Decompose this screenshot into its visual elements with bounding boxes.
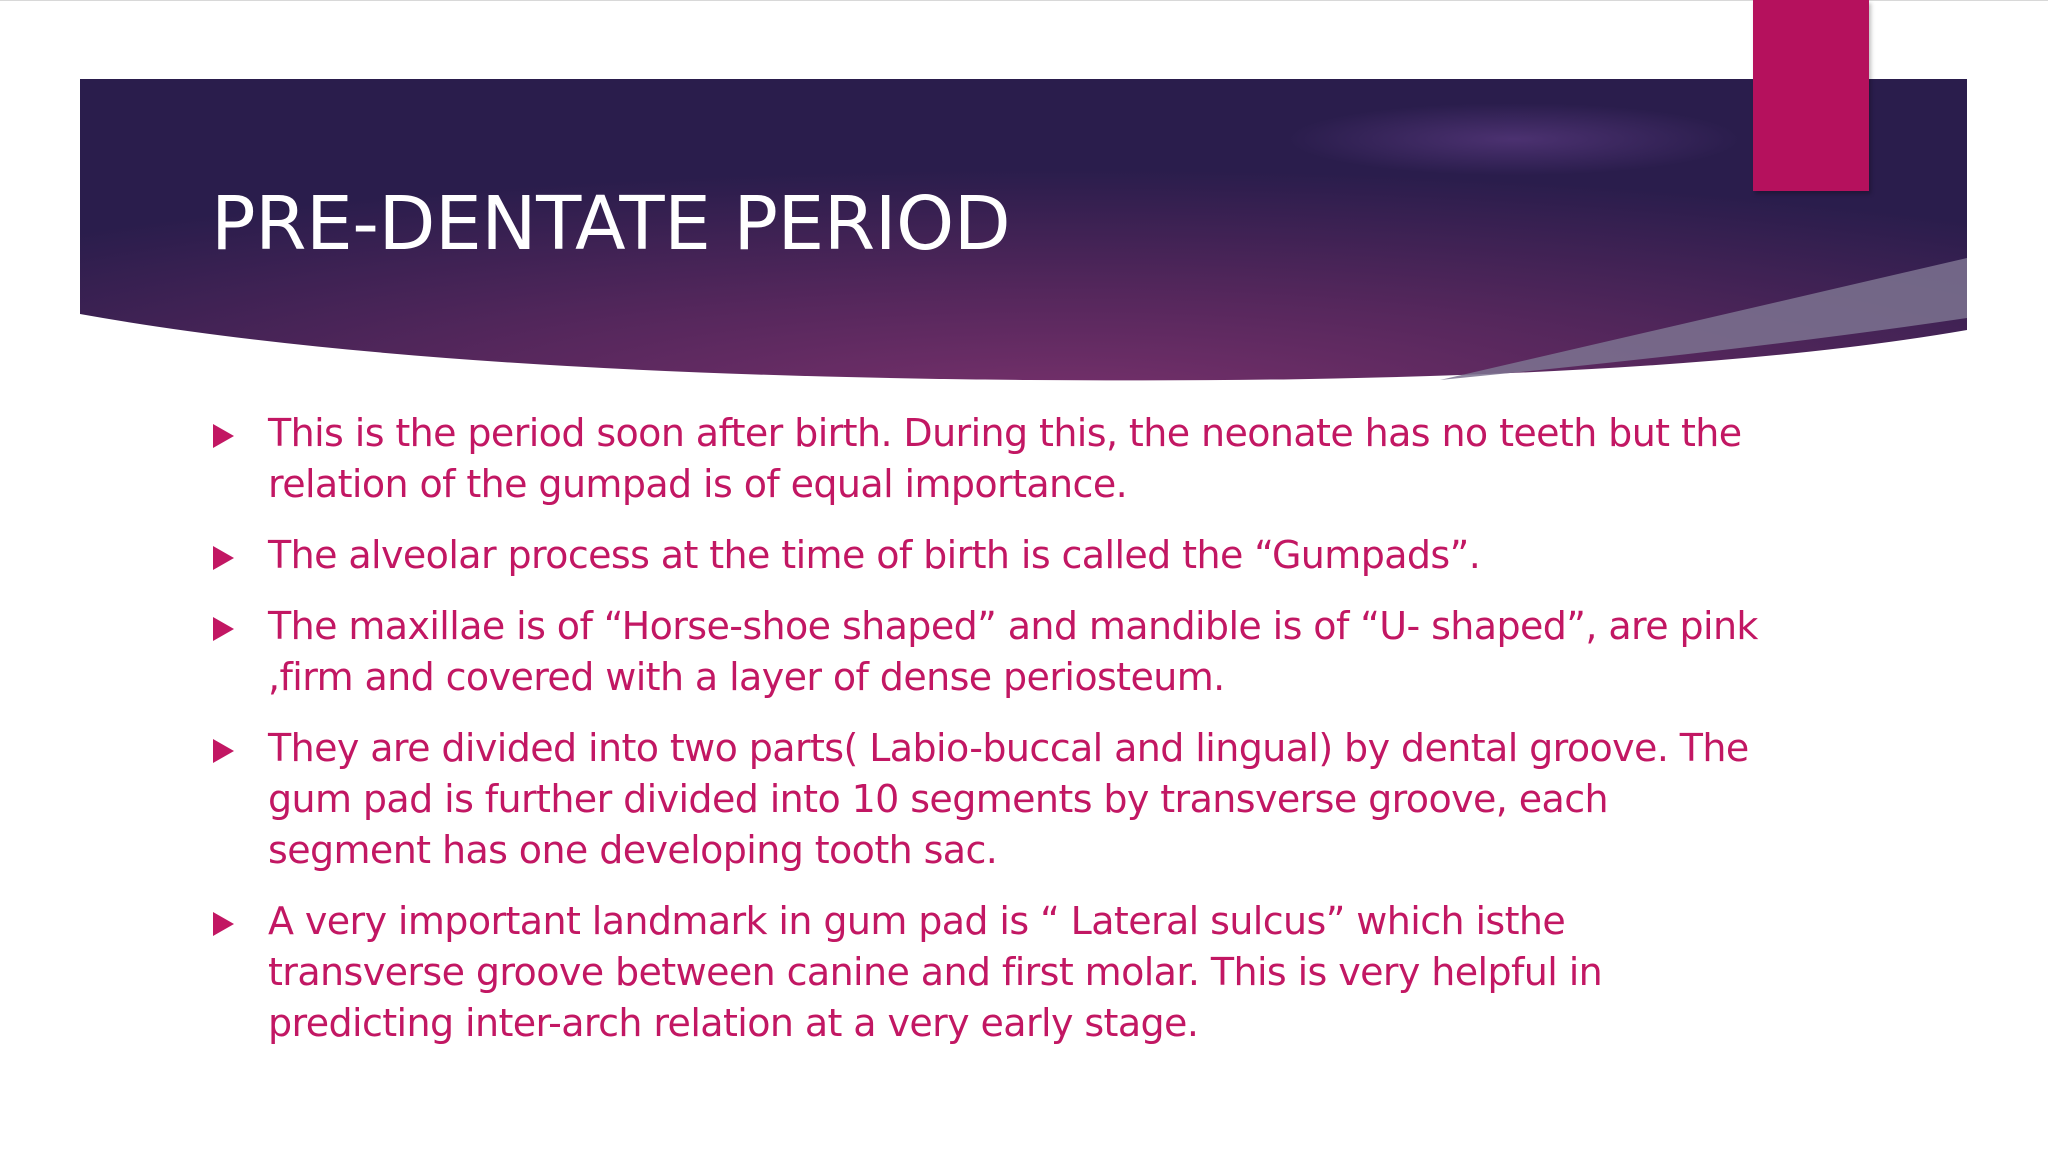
bullet-text: A very important landmark in gum pad is “ Lateral sulcus” which isthe transverse groove between canine and first molar. This is very helpful in predicting inter-arch relation at a very early stage. xyxy=(268,899,1603,1045)
accent-tab xyxy=(1753,0,1869,191)
triangle-right-icon xyxy=(213,546,234,570)
bullet-item xyxy=(211,896,1771,1049)
bullet-item xyxy=(211,723,1771,876)
bullet-text: This is the period soon after birth. During this, the neonate has no teeth but the relation of the gumpad is of equal importance. xyxy=(268,411,1742,506)
triangle-right-icon xyxy=(213,912,234,936)
bullet-list xyxy=(211,408,1771,1069)
bullet-text: The maxillae is of “Horse-shoe shaped” and mandible is of “U- shaped”, are pink ,firm and covered with a layer of dense periosteum. xyxy=(268,604,1758,699)
bullet-item xyxy=(211,408,1771,510)
triangle-right-icon xyxy=(213,424,234,448)
triangle-right-icon xyxy=(213,617,234,641)
bullet-text: They are divided into two parts( Labio-buccal and lingual) by dental groove. The gum pad is further divided into 10 segments by transverse groove, each segment has one developing tooth sac. xyxy=(268,726,1749,872)
slide-title: PRE-DENTATE PERIOD xyxy=(211,181,1011,267)
triangle-right-icon xyxy=(213,739,234,763)
bullet-text: The alveolar process at the time of birth is called the “Gumpads”. xyxy=(268,533,1481,577)
bullet-item xyxy=(211,530,1771,581)
bullet-item xyxy=(211,601,1771,703)
